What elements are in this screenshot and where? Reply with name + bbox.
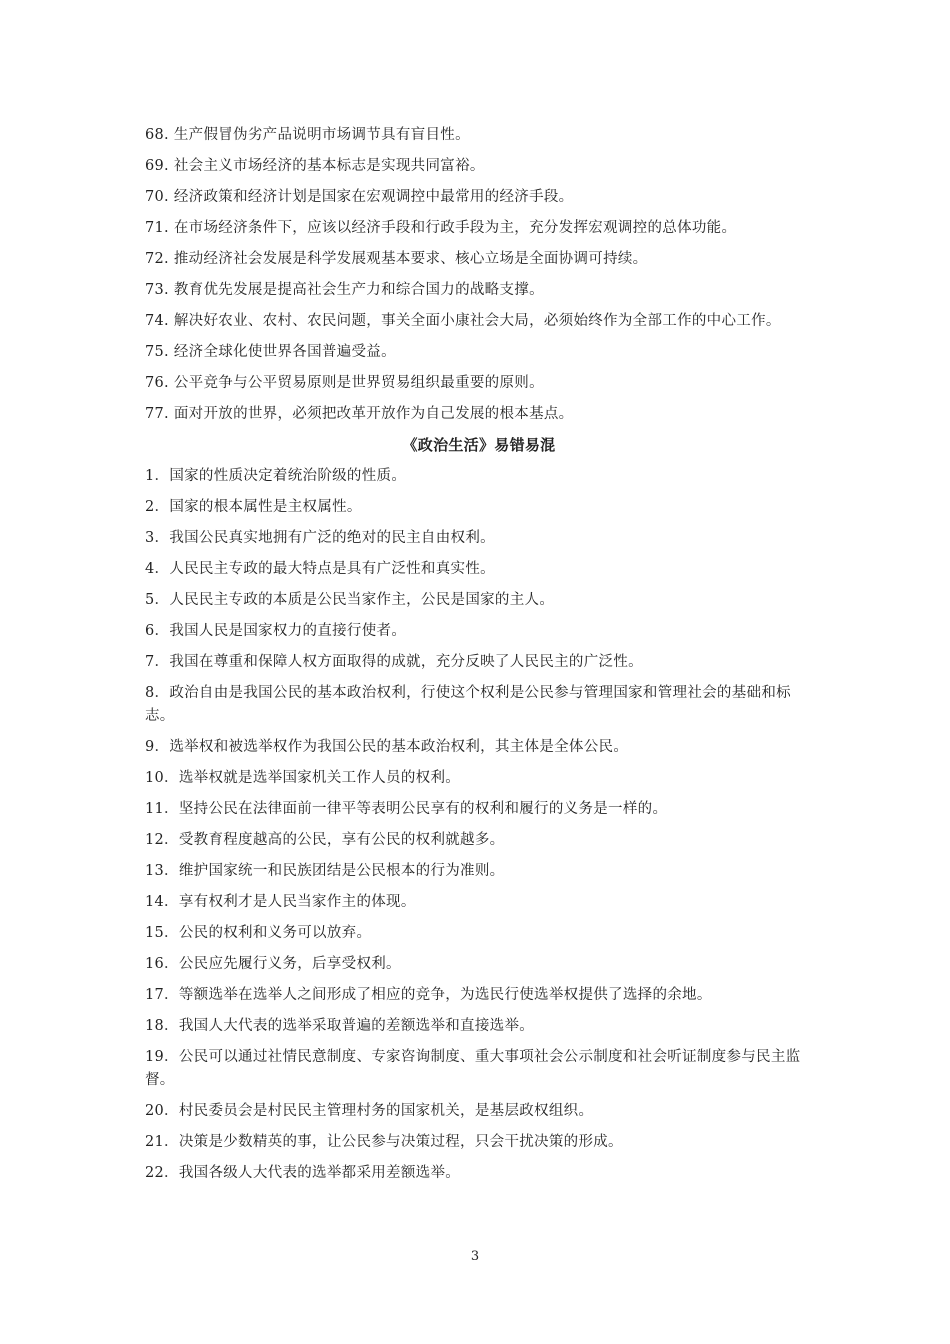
list-item: 73. 教育优先发展是提高社会生产力和综合国力的战略支撑。 [145, 282, 544, 298]
list-item: 74. 解决好农业、农村、农民问题，事关全面小康社会大局，必须始终作为全部工作的中心工作。 [145, 313, 781, 329]
list-item: 69. 社会主义市场经济的基本标志是实现共同富裕。 [145, 158, 485, 174]
list-item: 21．决策是少数精英的事，让公民参与决策过程，只会干扰决策的形成。 [145, 1134, 623, 1150]
politics-list [145, 465, 813, 1185]
list-item: 14．享有权利才是人民当家作主的体现。 [145, 894, 416, 910]
list-item: 10．选举权就是选举国家机关工作人员的权利。 [145, 770, 461, 786]
list-item: 77. 面对开放的世界，必须把改革开放作为自己发展的根本基点。 [145, 406, 574, 422]
list-item: 13．维护国家统一和民族团结是公民根本的行为准则。 [145, 863, 505, 879]
list-item: 8．政治自由是我国公民的基本政治权利，行使这个权利是公民参与管理国家和管理社会的基础和标志。 [145, 685, 791, 724]
list-item: 12．受教育程度越高的公民，享有公民的权利就越多。 [145, 832, 505, 848]
list-item: 7．我国在尊重和保障人权方面取得的成就，充分反映了人民民主的广泛性。 [145, 654, 643, 670]
list-item: 3．我国公民真实地拥有广泛的绝对的民主自由权利。 [145, 530, 495, 546]
page-number: 3 [470, 1249, 480, 1264]
list-item: 5．人民民主专政的本质是公民当家作主，公民是国家的主人。 [145, 592, 555, 608]
list-item: 2．国家的根本属性是主权属性。 [145, 499, 362, 515]
list-item: 76. 公平竞争与公平贸易原则是世界贸易组织最重要的原则。 [145, 375, 544, 391]
list-item: 75. 经济全球化使世界各国普遍受益。 [145, 344, 396, 360]
list-item: 70. 经济政策和经济计划是国家在宏观调控中最常用的经济手段。 [145, 189, 574, 205]
section-title: 《政治生活》易错易混 [402, 436, 556, 454]
list-item: 17．等额选举在选举人之间形成了相应的竞争，为选民行使选举权提供了选择的余地。 [145, 987, 712, 1003]
list-item: 15．公民的权利和义务可以放弃。 [145, 925, 372, 941]
list-item: 19．公民可以通过社情民意制度、专家咨询制度、重大事项社会公示制度和社会听证制度参与民主监督。 [145, 1049, 801, 1088]
page-content [145, 124, 813, 1193]
list-item: 16．公民应先履行义务，后享受权利。 [145, 956, 401, 972]
list-item: 11．坚持公民在法律面前一律平等表明公民享有的权利和履行的义务是一样的。 [145, 801, 668, 817]
economics-list [145, 124, 813, 426]
list-item: 22．我国各级人大代表的选举都采用差额选举。 [145, 1165, 461, 1181]
list-item: 9．选举权和被选举权作为我国公民的基本政治权利，其主体是全体公民。 [145, 739, 629, 755]
list-item: 1．国家的性质决定着统治阶级的性质。 [145, 468, 407, 484]
list-item: 4．人民民主专政的最大特点是具有广泛性和真实性。 [145, 561, 495, 577]
list-item: 6．我国人民是国家权力的直接行使者。 [145, 623, 407, 639]
list-item: 68. 生产假冒伪劣产品说明市场调节具有盲目性。 [145, 127, 470, 143]
list-item: 72. 推动经济社会发展是科学发展观基本要求、核心立场是全面协调可持续。 [145, 251, 648, 267]
list-item: 71. 在市场经济条件下，应该以经济手段和行政手段为主，充分发挥宏观调控的总体功能。 [145, 220, 737, 236]
list-item: 18．我国人大代表的选举采取普遍的差额选举和直接选举。 [145, 1018, 535, 1034]
list-item: 20．村民委员会是村民民主管理村务的国家机关，是基层政权组织。 [145, 1103, 594, 1119]
